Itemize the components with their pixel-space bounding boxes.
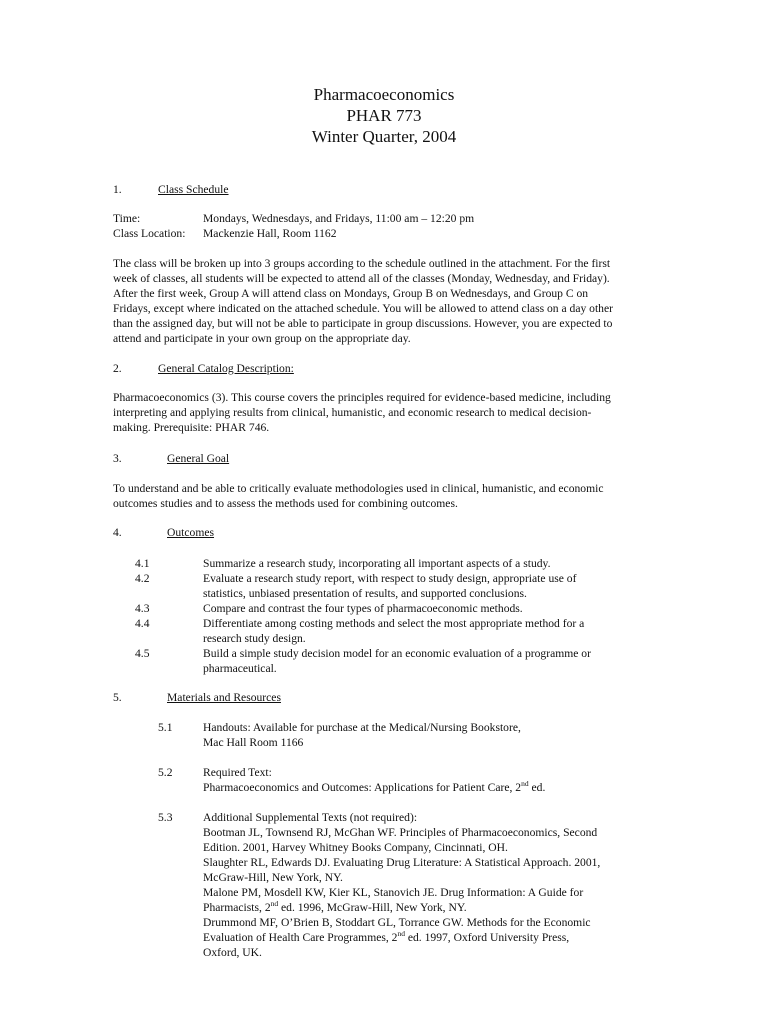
schedule-paragraph-line: Fridays, except where indicated on the attached schedule. You will be allowed to attend class on a day other: [113, 302, 613, 315]
section-2-heading: General Catalog Description:: [158, 362, 294, 375]
schedule-paragraph-line: attend and participate in your own group on the appropriate day.: [113, 332, 411, 345]
resource-text: Malone PM, Mosdell KW, Kier KL, Stanovich JE. Drug Information: A Guide for: [203, 886, 584, 899]
schedule-paragraph-line: than the assigned day, but will not be able to participate in group discussions. However, you are expected to: [113, 317, 613, 330]
outcome-text: Summarize a research study, incorporating all important aspects of a study.: [203, 557, 551, 570]
resource-text: Evaluation of Health Care Programmes, 2nd ed. 1997, Oxford University Press,: [203, 929, 570, 944]
catalog-paragraph-line: Pharmacoeconomics (3). This course covers the principles required for evidence-based medicine, including: [113, 391, 611, 404]
goal-paragraph-line: outcomes studies and to assess the methods used for combining outcomes.: [113, 497, 458, 510]
schedule-paragraph-line: The class will be broken up into 3 groups according to the schedule outlined in the attachment. For the first: [113, 257, 611, 270]
location-label: Class Location:: [113, 227, 186, 240]
catalog-paragraph-line: making. Prerequisite: PHAR 746.: [113, 421, 270, 434]
resource-text: Pharmacists, 2nd ed. 1996, McGraw-Hill, New York, NY.: [203, 899, 467, 914]
resource-text: Edition. 2001, Harvey Whitney Books Company, Cincinnati, OH.: [203, 841, 508, 854]
time-value: Mondays, Wednesdays, and Fridays, 11:00 am – 12:20 pm: [203, 212, 475, 225]
schedule-paragraph-line: After the first week, Group A will attend class on Mondays, Group B on Wednesdays, and Group C on: [113, 287, 589, 300]
course-code: PHAR 773: [346, 106, 422, 125]
outcome-text: research study design.: [203, 632, 306, 645]
outcome-number: 4.4: [135, 617, 150, 630]
catalog-paragraph-line: interpreting and applying results from clinical, humanistic, and economic research to medical decision-: [113, 406, 592, 419]
resource-text: Bootman JL, Townsend RJ, McGhan WF. Principles of Pharmacoeconomics, Second: [203, 826, 598, 839]
outcome-text: Compare and contrast the four types of pharmacoeconomic methods.: [203, 602, 523, 615]
section-3-number: 3.: [113, 452, 122, 465]
section-4-number: 4.: [113, 526, 122, 539]
resource-text: Additional Supplemental Texts (not required):: [203, 811, 418, 824]
outcome-number: 4.2: [135, 572, 150, 585]
resource-text: Drummond MF, O’Brien B, Stoddart GL, Torrance GW. Methods for the Economic: [203, 916, 591, 929]
outcome-number: 4.5: [135, 647, 150, 660]
resource-number: 5.2: [158, 766, 173, 779]
outcome-text: Differentiate among costing methods and select the most appropriate method for a: [203, 617, 585, 630]
resource-text: Mac Hall Room 1166: [203, 736, 304, 749]
outcome-text: Build a simple study decision model for an economic evaluation of a programme or: [203, 647, 591, 660]
outcome-number: 4.3: [135, 602, 150, 615]
outcome-number: 4.1: [135, 557, 150, 570]
resource-text: Oxford, UK.: [203, 946, 262, 959]
goal-paragraph-line: To understand and be able to critically evaluate methodologies used in clinical, humanistic, and economic: [113, 482, 604, 495]
section-1-heading: Class Schedule: [158, 183, 229, 196]
course-name: Pharmacoeconomics: [313, 85, 455, 104]
outcome-text: Evaluate a research study report, with respect to study design, appropriate use of: [203, 572, 577, 585]
outcome-text: statistics, unbiased presentation of results, and supported conclusions.: [203, 587, 527, 600]
section-1-number: 1.: [113, 183, 122, 196]
resource-text: Handouts: Available for purchase at the Medical/Nursing Bookstore,: [203, 721, 521, 734]
course-term: Winter Quarter, 2004: [311, 127, 457, 146]
resource-text: Required Text:: [203, 766, 272, 779]
resource-text: Slaughter RL, Edwards DJ. Evaluating Drug Literature: A Statistical Approach. 2001,: [203, 856, 601, 869]
resource-number: 5.3: [158, 811, 173, 824]
section-5-heading: Materials and Resources: [167, 691, 281, 704]
resource-text: McGraw-Hill, New York, NY.: [203, 871, 343, 884]
resource-number: 5.1: [158, 721, 173, 734]
location-value: Mackenzie Hall, Room 1162: [203, 227, 337, 240]
required-text-citation: Pharmacoeconomics and Outcomes: Applications for Patient Care, 2nd ed.: [203, 779, 546, 794]
section-4-heading: Outcomes: [167, 526, 215, 539]
schedule-paragraph-line: week of classes, all students will be expected to attend all of the classes (Monday, Wednesday, and Friday).: [113, 272, 610, 285]
time-label: Time:: [113, 212, 141, 225]
section-3-heading: General Goal: [167, 452, 230, 465]
section-2-number: 2.: [113, 362, 122, 375]
outcome-text: pharmaceutical.: [203, 662, 277, 675]
section-5-number: 5.: [113, 691, 122, 704]
